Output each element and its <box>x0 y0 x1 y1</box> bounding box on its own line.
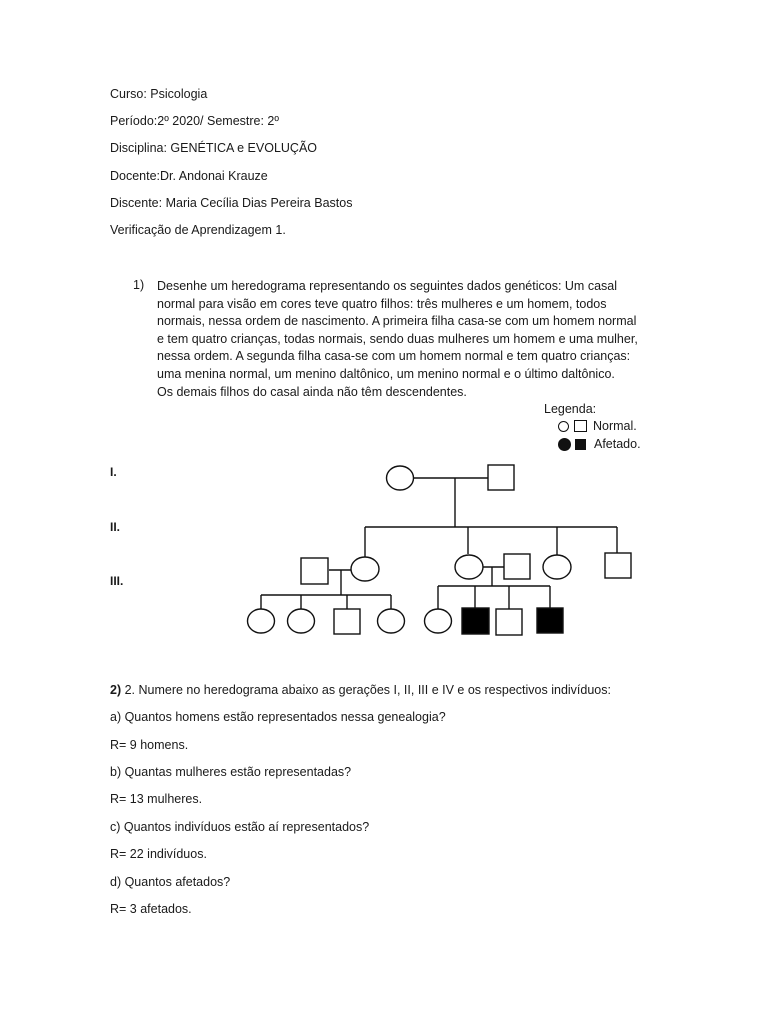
question2-intro-text: 2. Numere no heredograma abaixo as gerações I, II, III e IV e os respectivos indivíduos: <box>121 683 611 697</box>
female-normal-icon <box>248 609 275 633</box>
question1-line: Os demais filhos do casal ainda não têm descendentes. <box>157 384 467 399</box>
question1-line: nessa ordem. A segunda filha casa-se com um homem normal e tem quatro crianças: <box>157 349 631 364</box>
female-normal-icon <box>387 466 414 490</box>
question2-intro <box>110 683 611 697</box>
female-normal-icon <box>351 557 379 581</box>
legend-title: Legenda: <box>544 402 597 416</box>
generation-label-II: II. <box>110 520 121 534</box>
header-verificacao: Verificação de Aprendizagem 1. <box>110 223 286 237</box>
question2-item-a: a) Quantos homens estão representados nessa genealogia? <box>110 710 446 724</box>
question1-line: normal para visão em cores teve quatro filhos: três mulheres e um homem, todos <box>157 296 607 311</box>
header-docente: Docente:Dr. Andonai Krauze <box>110 169 268 183</box>
question2-answer-c: R= 22 indivíduos. <box>110 847 207 861</box>
question2-item-d: d) Quantos afetados? <box>110 875 231 889</box>
male-affected-icon <box>462 608 489 634</box>
question2-answer-b: R= 13 mulheres. <box>110 792 203 806</box>
question1-line: normais, nessa ordem de nascimento. A primeira filha casa-se com um homem normal <box>157 314 637 329</box>
male-normal-icon <box>496 609 522 635</box>
question1-line: uma menina normal, um menino daltônico, um menino normal e o último daltônico. <box>157 366 615 381</box>
header-discente: Discente: Maria Cecília Dias Pereira Bastos <box>110 196 353 210</box>
female-normal-icon <box>455 555 483 579</box>
question2-number: 2) <box>110 683 122 697</box>
male-normal-icon <box>605 553 631 578</box>
legend-affected-label: Afetado. <box>594 437 641 451</box>
legend-normal-label: Normal. <box>593 419 637 433</box>
female-normal-icon <box>543 555 571 579</box>
female-normal-icon <box>425 609 452 633</box>
question2-item-b: b) Quantas mulheres estão representadas? <box>110 765 352 779</box>
header-disciplina: Disciplina: GENÉTICA e EVOLUÇÃO <box>110 141 318 155</box>
header-periodo: Período:2º 2020/ Semestre: 2º <box>110 114 279 128</box>
female-normal-icon <box>378 609 405 633</box>
male-normal-icon <box>334 609 360 634</box>
question1-number: 1) <box>133 278 145 292</box>
question1-line: e tem quatro crianças, todas normais, sendo duas mulheres um homem e uma mulher, <box>157 331 638 346</box>
male-normal-icon <box>488 465 514 490</box>
question2-item-c: c) Quantos indivíduos estão aí representados? <box>110 820 370 834</box>
generation-label-I: I. <box>110 465 117 479</box>
question2-answer-a: R= 9 homens. <box>110 738 189 752</box>
female-normal-icon <box>288 609 315 633</box>
male-normal-icon <box>504 554 530 579</box>
male-affected-icon <box>537 608 563 633</box>
generation-label-III: III. <box>110 574 124 588</box>
male-normal-icon <box>301 558 328 584</box>
question1-line: Desenhe um heredograma representando os seguintes dados genéticos: Um casal <box>157 279 617 293</box>
question2-answer-d: R= 3 afetados. <box>110 902 192 916</box>
header-curso: Curso: Psicologia <box>110 87 208 101</box>
